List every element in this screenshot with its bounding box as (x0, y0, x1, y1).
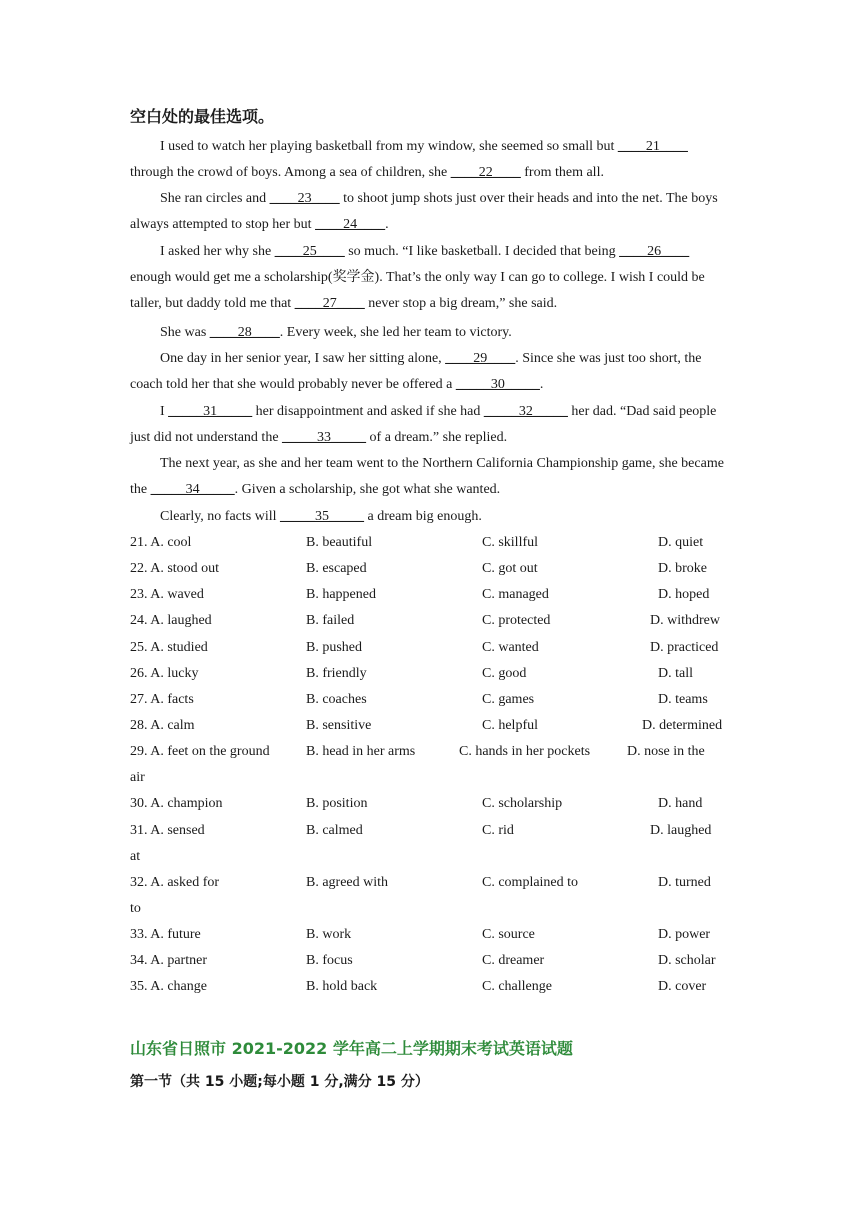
passage-text: her dad. “Dad said people just did not understand the (130, 404, 717, 446)
option-d: D. practiced (650, 639, 719, 655)
option-c: C. got out (482, 561, 538, 577)
option-c: C. source (482, 927, 535, 943)
paragraph-text (130, 134, 730, 186)
option-b: B. friendly (306, 665, 367, 681)
passage-text: . (385, 217, 389, 233)
passage-paragraph (130, 320, 730, 346)
option-c: C. protected (482, 613, 551, 629)
option-d: D. power (658, 927, 711, 943)
answer-blank: ____23____ (269, 191, 340, 206)
passage-text: I (160, 404, 169, 419)
paragraph-text (130, 186, 730, 238)
option-b: B. focus (306, 953, 353, 969)
option-d: D. quiet (658, 535, 704, 550)
passage-text: so much. “I like basketball. I decided that being (344, 244, 620, 259)
passage-text: to shoot jump shots just over their heads and into the net. The boys always attempted to stop her but (130, 191, 718, 233)
passage-text: I asked her why she (160, 244, 275, 259)
option-d: D. hand (658, 796, 703, 812)
option-c: C. hands in her pockets (459, 744, 591, 760)
option-a: 28. A. calm (130, 717, 195, 733)
option-a: 24. A. laughed (130, 613, 212, 629)
option-row (130, 687, 730, 713)
option-c: C. rid (482, 822, 514, 838)
answer-blank: ____22____ (450, 165, 521, 181)
option-a: 34. A. partner (130, 953, 207, 969)
passage-paragraph (130, 186, 730, 238)
option-a: 25. A. studied (130, 639, 208, 655)
answer-blank: _____33_____ (282, 430, 367, 446)
answer-blank: ____24____ (315, 217, 386, 233)
paragraph-text (130, 399, 730, 451)
option-row (130, 661, 730, 687)
option-d: D. turned (658, 874, 711, 890)
passage-text: She ran circles and (160, 191, 270, 206)
passage-paragraph (130, 134, 730, 186)
answer-blank: _____30_____ (455, 377, 540, 393)
passage-text: enough would get me a scholarship(奖学金). That’s the only way I can go to college. I wish I could be taller, but daddy told me that (130, 270, 705, 312)
option-b: B. agreed with (306, 874, 389, 890)
option-row (130, 974, 730, 1000)
option-b: B. escaped (306, 561, 367, 577)
exam-title: 山东省日照市 2021-2022 学年高二上学期期末考试英语试题 (130, 1039, 573, 1058)
option-c: C. managed (482, 587, 549, 603)
option-d: D. scholar (658, 953, 716, 969)
option-row (130, 608, 730, 634)
option-b: B. hold back (306, 979, 378, 995)
option-b: B. calmed (306, 822, 363, 838)
answer-blank: ____29____ (445, 351, 516, 366)
option-a: 31. A. sensed (130, 822, 205, 838)
answer-blank: _____35_____ (280, 509, 365, 524)
option-row (130, 948, 730, 974)
option-d: D. determined (642, 717, 723, 733)
answer-blank: _____31_____ (168, 404, 253, 419)
option-b: B. head in her arms (306, 744, 416, 760)
option-row (130, 556, 730, 582)
passage-text: . Given a scholarship, she got what she wanted. (234, 482, 501, 498)
option-c: C. challenge (482, 979, 552, 995)
option-b: B. pushed (306, 639, 362, 655)
option-b: B. coaches (306, 691, 367, 707)
option-a: 23. A. waved (130, 587, 204, 603)
answer-blank: _____32_____ (483, 404, 568, 419)
instruction-heading: 空白处的最佳选项。 (130, 107, 275, 126)
paragraph-text (130, 504, 730, 530)
option-a: 21. A. cool (130, 535, 192, 550)
passage-paragraph (130, 451, 730, 503)
option-row (130, 818, 730, 870)
option-d: D. withdrew (650, 613, 720, 629)
answer-blank: ____21____ (617, 139, 688, 154)
option-b: B. position (306, 796, 368, 812)
option-b: B. failed (306, 613, 355, 629)
option-row (130, 530, 730, 556)
passage-paragraph (130, 504, 730, 530)
passage-text: The next year, as she and her team went to the Northern California Championship game, she became the (130, 456, 724, 498)
option-a: 29. A. feet on the ground (130, 744, 270, 760)
passage-text: her disappointment and asked if she had (252, 404, 484, 419)
paragraph-text (130, 346, 730, 398)
paragraph-text (130, 320, 730, 346)
option-c: C. helpful (482, 717, 538, 733)
option-c: C. skillful (482, 535, 539, 550)
passage-text: of a dream.” she replied. (366, 430, 508, 446)
option-row (130, 922, 730, 948)
passage-text: I used to watch her playing basketball from my window, she seemed so small but (160, 139, 618, 154)
option-c: C. complained to (482, 874, 579, 890)
option-c: C. wanted (482, 639, 539, 655)
option-d: D. teams (658, 691, 708, 707)
option-d: D. laughed (650, 822, 712, 838)
option-b: B. happened (306, 587, 376, 603)
option-row (130, 870, 730, 922)
option-wrap-text: at (130, 848, 141, 864)
answer-blank: ____27____ (294, 296, 365, 312)
passage-text: . (539, 377, 544, 393)
answer-blank: _____34_____ (150, 482, 235, 498)
option-wrap-text: air (130, 770, 145, 786)
passage-text: Clearly, no facts will (160, 509, 281, 524)
option-wrap-text: to (130, 901, 141, 916)
passage-text: from them all. (520, 165, 604, 181)
answer-blank: ____25____ (274, 244, 345, 259)
option-a: 35. A. change (130, 979, 207, 995)
option-a: 27. A. facts (130, 691, 194, 707)
option-d: D. tall (658, 665, 693, 681)
paragraph-text (130, 239, 730, 318)
options-list (130, 530, 730, 1001)
answer-blank: ____26____ (619, 244, 690, 259)
option-b: B. work (306, 927, 352, 943)
option-c: C. scholarship (482, 796, 563, 812)
option-d: D. broke (658, 561, 707, 577)
passage-text: never stop a big dream,” she said. (364, 296, 558, 312)
option-a: 30. A. champion (130, 796, 223, 812)
passage-text: She was (160, 325, 210, 340)
option-row (130, 739, 730, 791)
option-a: 22. A. stood out (130, 561, 220, 577)
passage-paragraph (130, 239, 730, 318)
passage-text: . Since she was just too short, the coach told her that she would probably never be offered a (130, 351, 702, 393)
option-d: D. hoped (658, 587, 710, 603)
option-a: 26. A. lucky (130, 665, 199, 681)
option-a: 33. A. future (130, 927, 201, 943)
paragraph-text (130, 451, 730, 503)
option-d: D. nose in the (627, 744, 705, 760)
passage-text: a dream big enough. (364, 509, 482, 524)
option-row (130, 791, 730, 817)
option-row (130, 582, 730, 608)
answer-blank: ____28____ (209, 325, 280, 340)
section-subtitle: 第一节（共 15 小题;每小题 1 分,满分 15 分） (130, 1074, 429, 1090)
option-c: C. dreamer (482, 953, 545, 969)
passage-text: . Every week, she led her team to victory. (279, 325, 512, 340)
option-c: C. games (482, 691, 535, 707)
option-d: D. cover (658, 979, 707, 995)
passage-text: One day in her senior year, I saw her sitting alone, (160, 351, 446, 366)
option-c: C. good (482, 665, 527, 681)
option-row (130, 713, 730, 739)
passage-paragraph (130, 346, 730, 398)
option-row (130, 635, 730, 661)
option-b: B. beautiful (306, 535, 373, 550)
passage-text: through the crowd of boys. Among a sea of children, she (130, 165, 451, 181)
option-b: B. sensitive (306, 717, 372, 733)
option-a: 32. A. asked for (130, 874, 220, 890)
passage-paragraph (130, 399, 730, 451)
